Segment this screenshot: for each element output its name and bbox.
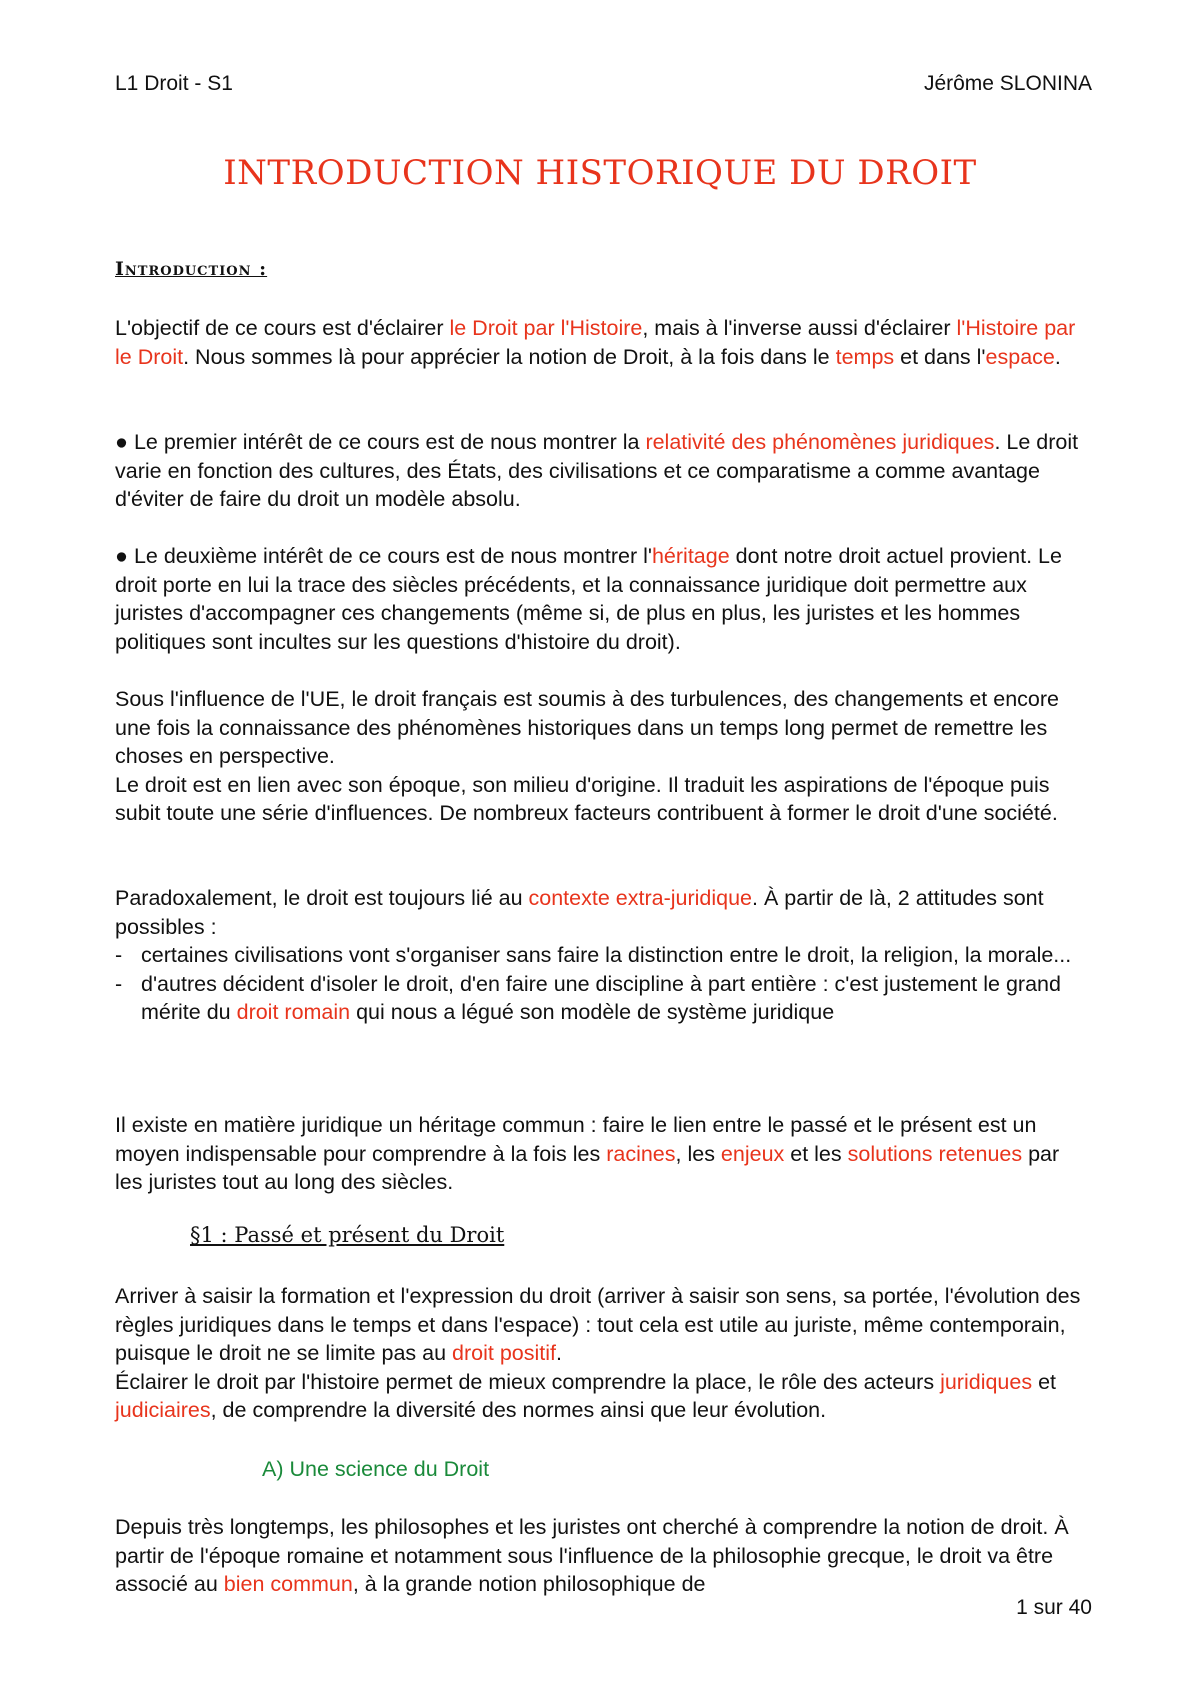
paragraph-epoch: Le droit est en lien avec son époque, son milieu d'origine. Il traduit les aspirations de l'époque puis subit toute une série d'influences. De nombreux facteurs contribuent à former le droit d'une société. [115, 772, 1058, 825]
section-heading-1: §1 : Passé et présent du Droit [190, 1223, 505, 1247]
paragraph-second-interest: ● Le deuxième intérêt de ce cours est de nous montrer l'héritage dont notre droit actuel provient. Le droit porte en lui la trace des siècles précédents, et la connaissance juridique doit permettre aux juristes d'accompagner ces changements (même si, de plus en plus, les juristes et les hommes politiques sont incultes sur les questions d'histoire du droit). [115, 544, 1062, 654]
list-item: - d'autres décident d'isoler le droit, d'en faire une discipline à part entière : c'est justement le grand mérite du droit romain qui nous a légué son modèle de système juridique [115, 970, 1090, 1027]
paragraph-ue-influence: Sous l'influence de l'UE, le droit français est soumis à des turbulences, des changements et encore une fois la connaissance des phénomènes historiques dans un temps long permet de remettre les choses en perspective. Le droit est en lien avec son époque, son milieu d'origine. Il traduit les aspirations de l'époque puis subit toute une série d'influences. De nombreux facteurs contribuent à former le droit d'une société. [115, 685, 1090, 828]
paragraph-science: Depuis très longtemps, les philosophes et les juristes ont cherché à comprendre la notion de droit. À partir de l'époque romaine et notamment sous l'influence de la philosophie grecque, le droit va être associé au bien commun, à la grande notion philosophique de [115, 1515, 1069, 1596]
document-title: INTRODUCTION HISTORIQUE DU DROIT [223, 153, 977, 193]
attitudes-list [115, 941, 1090, 1027]
section-heading-a: A) Une science du Droit [262, 1457, 490, 1481]
paragraph-first-interest: ● Le premier intérêt de ce cours est de nous montrer la relativité des phénomènes juridiques. Le droit varie en fonction des cultures, des États, des civilisations et ce comparatisme a comme avantage d'éviter de faire du droit un modèle absolu. [115, 430, 1079, 511]
paragraph-objective: L'objectif de ce cours est d'éclairer le Droit par l'Histoire, mais à l'inverse aussi d'éclairer l'Histoire par le Droit. Nous sommes là pour apprécier la notion de Droit, à la fois dans le temps et dans l'espace. [115, 316, 1076, 369]
page-number: 1 sur 40 [1016, 1596, 1092, 1619]
header-course: L1 Droit - S1 [115, 72, 233, 95]
list-item: - certaines civilisations vont s'organiser sans faire la distinction entre le droit, la religion, la morale... [115, 941, 1090, 970]
paragraph-paradox: Paradoxalement, le droit est toujours lié au contexte extra-juridique. À partir de là, 2 attitudes sont possibles : - certaines civilisations vont s'organiser sans faire la distinction entre le droit, la religion, la morale... - d'autres décident d'isoler le droit, d'en faire une discipline à part entière : c'est justement le grand mérite du droit romain qui nous a légué son modèle de système juridique [115, 884, 1090, 1027]
header-author: Jérôme SLONINA [923, 72, 1092, 95]
introduction-heading: Introduction : [115, 258, 268, 280]
paragraph-actors: Éclairer le droit par l'histoire permet de mieux comprendre la place, le rôle des acteurs juridiques et judiciaires, de comprendre la diversité des normes ainsi que leur évolution. [115, 1369, 1056, 1422]
paragraph-formation: Arriver à saisir la formation et l'expression du droit (arriver à saisir son sens, sa portée, l'évolution des règles juridiques dans le temps et dans l'espace) : tout cela est utile au juriste, même contemporain, puisque le droit ne se limite pas au droit positif. Éclairer le droit par l'histoire permet de mieux comprendre la place, le rôle des acteurs juridiques et judiciaires, de comprendre la diversité des normes ainsi que leur évolution. [115, 1282, 1090, 1425]
paragraph-heritage: Il existe en matière juridique un héritage commun : faire le lien entre le passé et le présent est un moyen indispensable pour comprendre à la fois les racines, les enjeux et les solutions retenues par les juristes tout au long des siècles. [115, 1113, 1060, 1194]
